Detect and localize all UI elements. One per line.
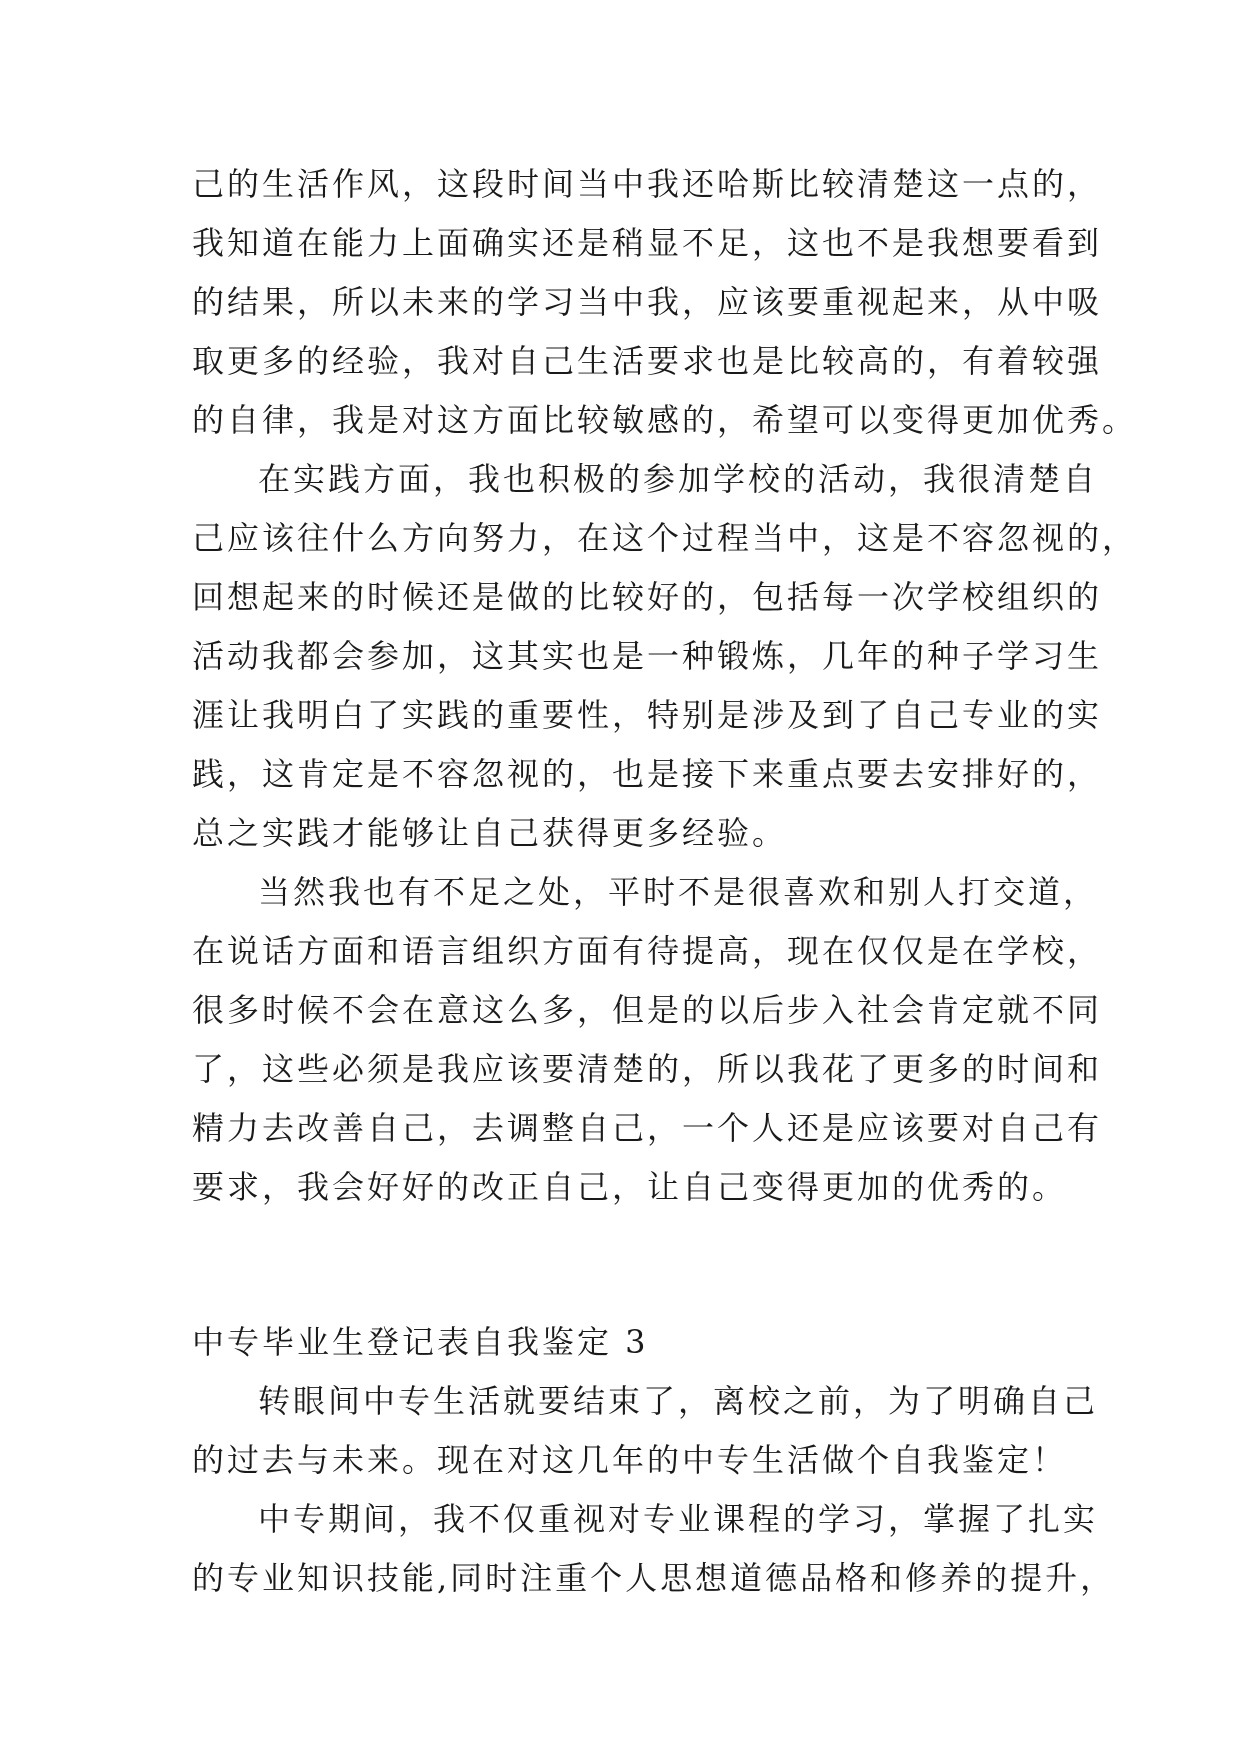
document-body <box>192 155 1138 1608</box>
text-line: 中专期间，我不仅重视对专业课程的学习，掌握了扎实 <box>258 1500 1099 1538</box>
paragraph-shortcomings <box>192 863 1103 1217</box>
text-line: 在说话方面和语言组织方面有待提高，现在仅仅是在学校， <box>192 932 1103 970</box>
text-line: 涯让我明白了实践的重要性，特别是涉及到了自己专业的实 <box>192 696 1103 734</box>
section-spacer <box>192 1217 1062 1313</box>
text-line: 取更多的经验，我对自己生活要求也是比较高的，有着较强 <box>192 342 1103 380</box>
text-line: 回想起来的时候还是做的比较好的，包括每一次学校组织的 <box>192 578 1103 616</box>
text-line: 己的生活作风，这段时间当中我还哈斯比较清楚这一点的， <box>192 165 1103 203</box>
text-line: 精力去改善自己，去调整自己，一个人还是应该要对自己有 <box>192 1109 1103 1147</box>
text-line: 的自律，我是对这方面比较敏感的，希望可以变得更加优秀。 <box>192 401 1138 439</box>
text-line: 的专业知识技能,同时注重个人思想道德品格和修养的提升， <box>192 1559 1116 1597</box>
text-line: 己应该往什么方向努力，在这个过程当中，这是不容忽视的， <box>192 519 1138 557</box>
paragraph-intro <box>192 1372 1099 1490</box>
text-line: 活动我都会参加，这其实也是一种锻炼，几年的种子学习生 <box>192 637 1103 675</box>
text-line: 我知道在能力上面确实还是稍显不足，这也不是我想要看到 <box>192 224 1103 262</box>
paragraph-lifestyle <box>192 155 1138 450</box>
text-line: 很多时候不会在意这么多，但是的以后步入社会肯定就不同 <box>192 991 1103 1029</box>
paragraph-practice <box>192 450 1138 863</box>
text-line: 的过去与未来。现在对这几年的中专生活做个自我鉴定！ <box>192 1441 1068 1479</box>
section-heading: 中专毕业生登记表自我鉴定 3 <box>192 1323 649 1361</box>
paragraph-study <box>192 1490 1116 1608</box>
text-line: 总之实践才能够让自己获得更多经验。 <box>192 814 788 852</box>
text-line: 了，这些必须是我应该要清楚的，所以我花了更多的时间和 <box>192 1050 1103 1088</box>
text-line: 要求，我会好好的改正自己，让自己变得更加的优秀的。 <box>192 1168 1068 1206</box>
text-line: 当然我也有不足之处，平时不是很喜欢和别人打交道， <box>258 873 1099 911</box>
text-line: 践，这肯定是不容忽视的，也是接下来重点要去安排好的， <box>192 755 1103 793</box>
text-line: 转眼间中专生活就要结束了，离校之前，为了明确自己 <box>258 1382 1099 1420</box>
text-line: 在实践方面，我也积极的参加学校的活动，我很清楚自 <box>258 460 1099 498</box>
text-line: 的结果，所以未来的学习当中我，应该要重视起来，从中吸 <box>192 283 1103 321</box>
